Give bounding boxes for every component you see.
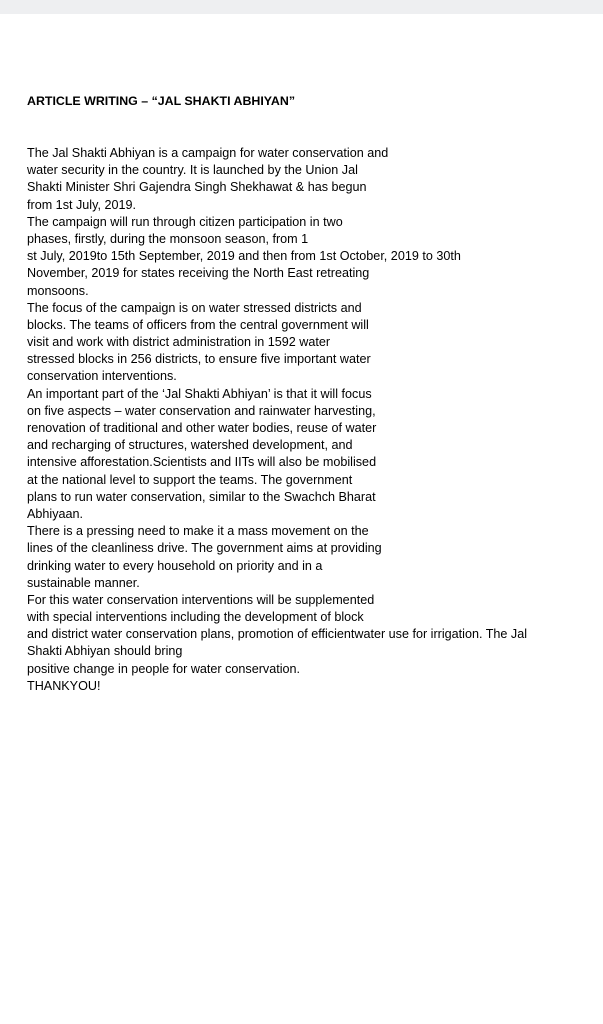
- body-line: The Jal Shakti Abhiyan is a campaign for water conservation and: [27, 146, 389, 160]
- body-line: plans to run water conservation, similar to the Swachch Bharat: [27, 489, 376, 504]
- article-body: [27, 145, 527, 695]
- body-line: stressed blocks in 256 districts, to ensure five important water: [27, 352, 371, 367]
- body-line: Shakti Abhiyan should bring: [27, 644, 183, 659]
- body-line: THANKYOU!: [27, 678, 101, 693]
- body-line: positive change in people for water conservation.: [27, 661, 301, 676]
- body-line: November, 2019 for states receiving the North East retreating: [27, 266, 370, 281]
- top-bar: [0, 0, 603, 14]
- body-line: blocks. The teams of officers from the central government will: [27, 317, 369, 332]
- body-line: sustainable manner.: [27, 575, 140, 590]
- body-line: lines of the cleanliness drive. The government aims at providing: [27, 541, 382, 556]
- body-line: intensive afforestation.Scientists and IITs will also be mobilised: [27, 455, 377, 470]
- body-line: Shakti Minister Shri Gajendra Singh Shekhawat & has begun: [27, 180, 367, 195]
- body-line: drinking water to every household on priority and in a: [27, 558, 323, 573]
- body-line: conservation interventions.: [27, 369, 177, 384]
- body-line: The focus of the campaign is on water stressed districts and: [27, 300, 362, 315]
- body-line: visit and work with district administration in 1592 water: [27, 335, 331, 350]
- body-line: on five aspects – water conservation and rainwater harvesting,: [27, 403, 376, 418]
- body-line: phases, firstly, during the monsoon season, from 1: [27, 231, 309, 246]
- body-line: from 1st July, 2019.: [27, 197, 136, 212]
- body-line: Abhiyaan.: [27, 506, 84, 521]
- body-line: and recharging of structures, watershed development, and: [27, 438, 353, 453]
- body-line: and district water conservation plans, promotion of efficientwater use for irrigation. The Jal: [27, 627, 528, 642]
- body-line: The campaign will run through citizen participation in two: [27, 214, 343, 229]
- body-line: st July, 2019to 15th September, 2019 and then from 1st October, 2019 to 30th: [27, 249, 461, 264]
- body-line: An important part of the ‘Jal Shakti Abhiyan’ is that it will focus: [27, 386, 372, 401]
- body-line: at the national level to support the teams. The government: [27, 472, 353, 487]
- article-title: ARTICLE WRITING – “JAL SHAKTI ABHIYAN”: [27, 94, 296, 108]
- body-line: monsoons.: [27, 283, 89, 298]
- body-line: renovation of traditional and other water bodies, reuse of water: [27, 421, 377, 435]
- body-line: water security in the country. It is launched by the Union Jal: [27, 163, 358, 178]
- body-line: There is a pressing need to make it a mass movement on the: [27, 524, 369, 539]
- body-line: For this water conservation interventions will be supplemented: [27, 592, 375, 607]
- body-line: with special interventions including the development of block: [27, 610, 364, 625]
